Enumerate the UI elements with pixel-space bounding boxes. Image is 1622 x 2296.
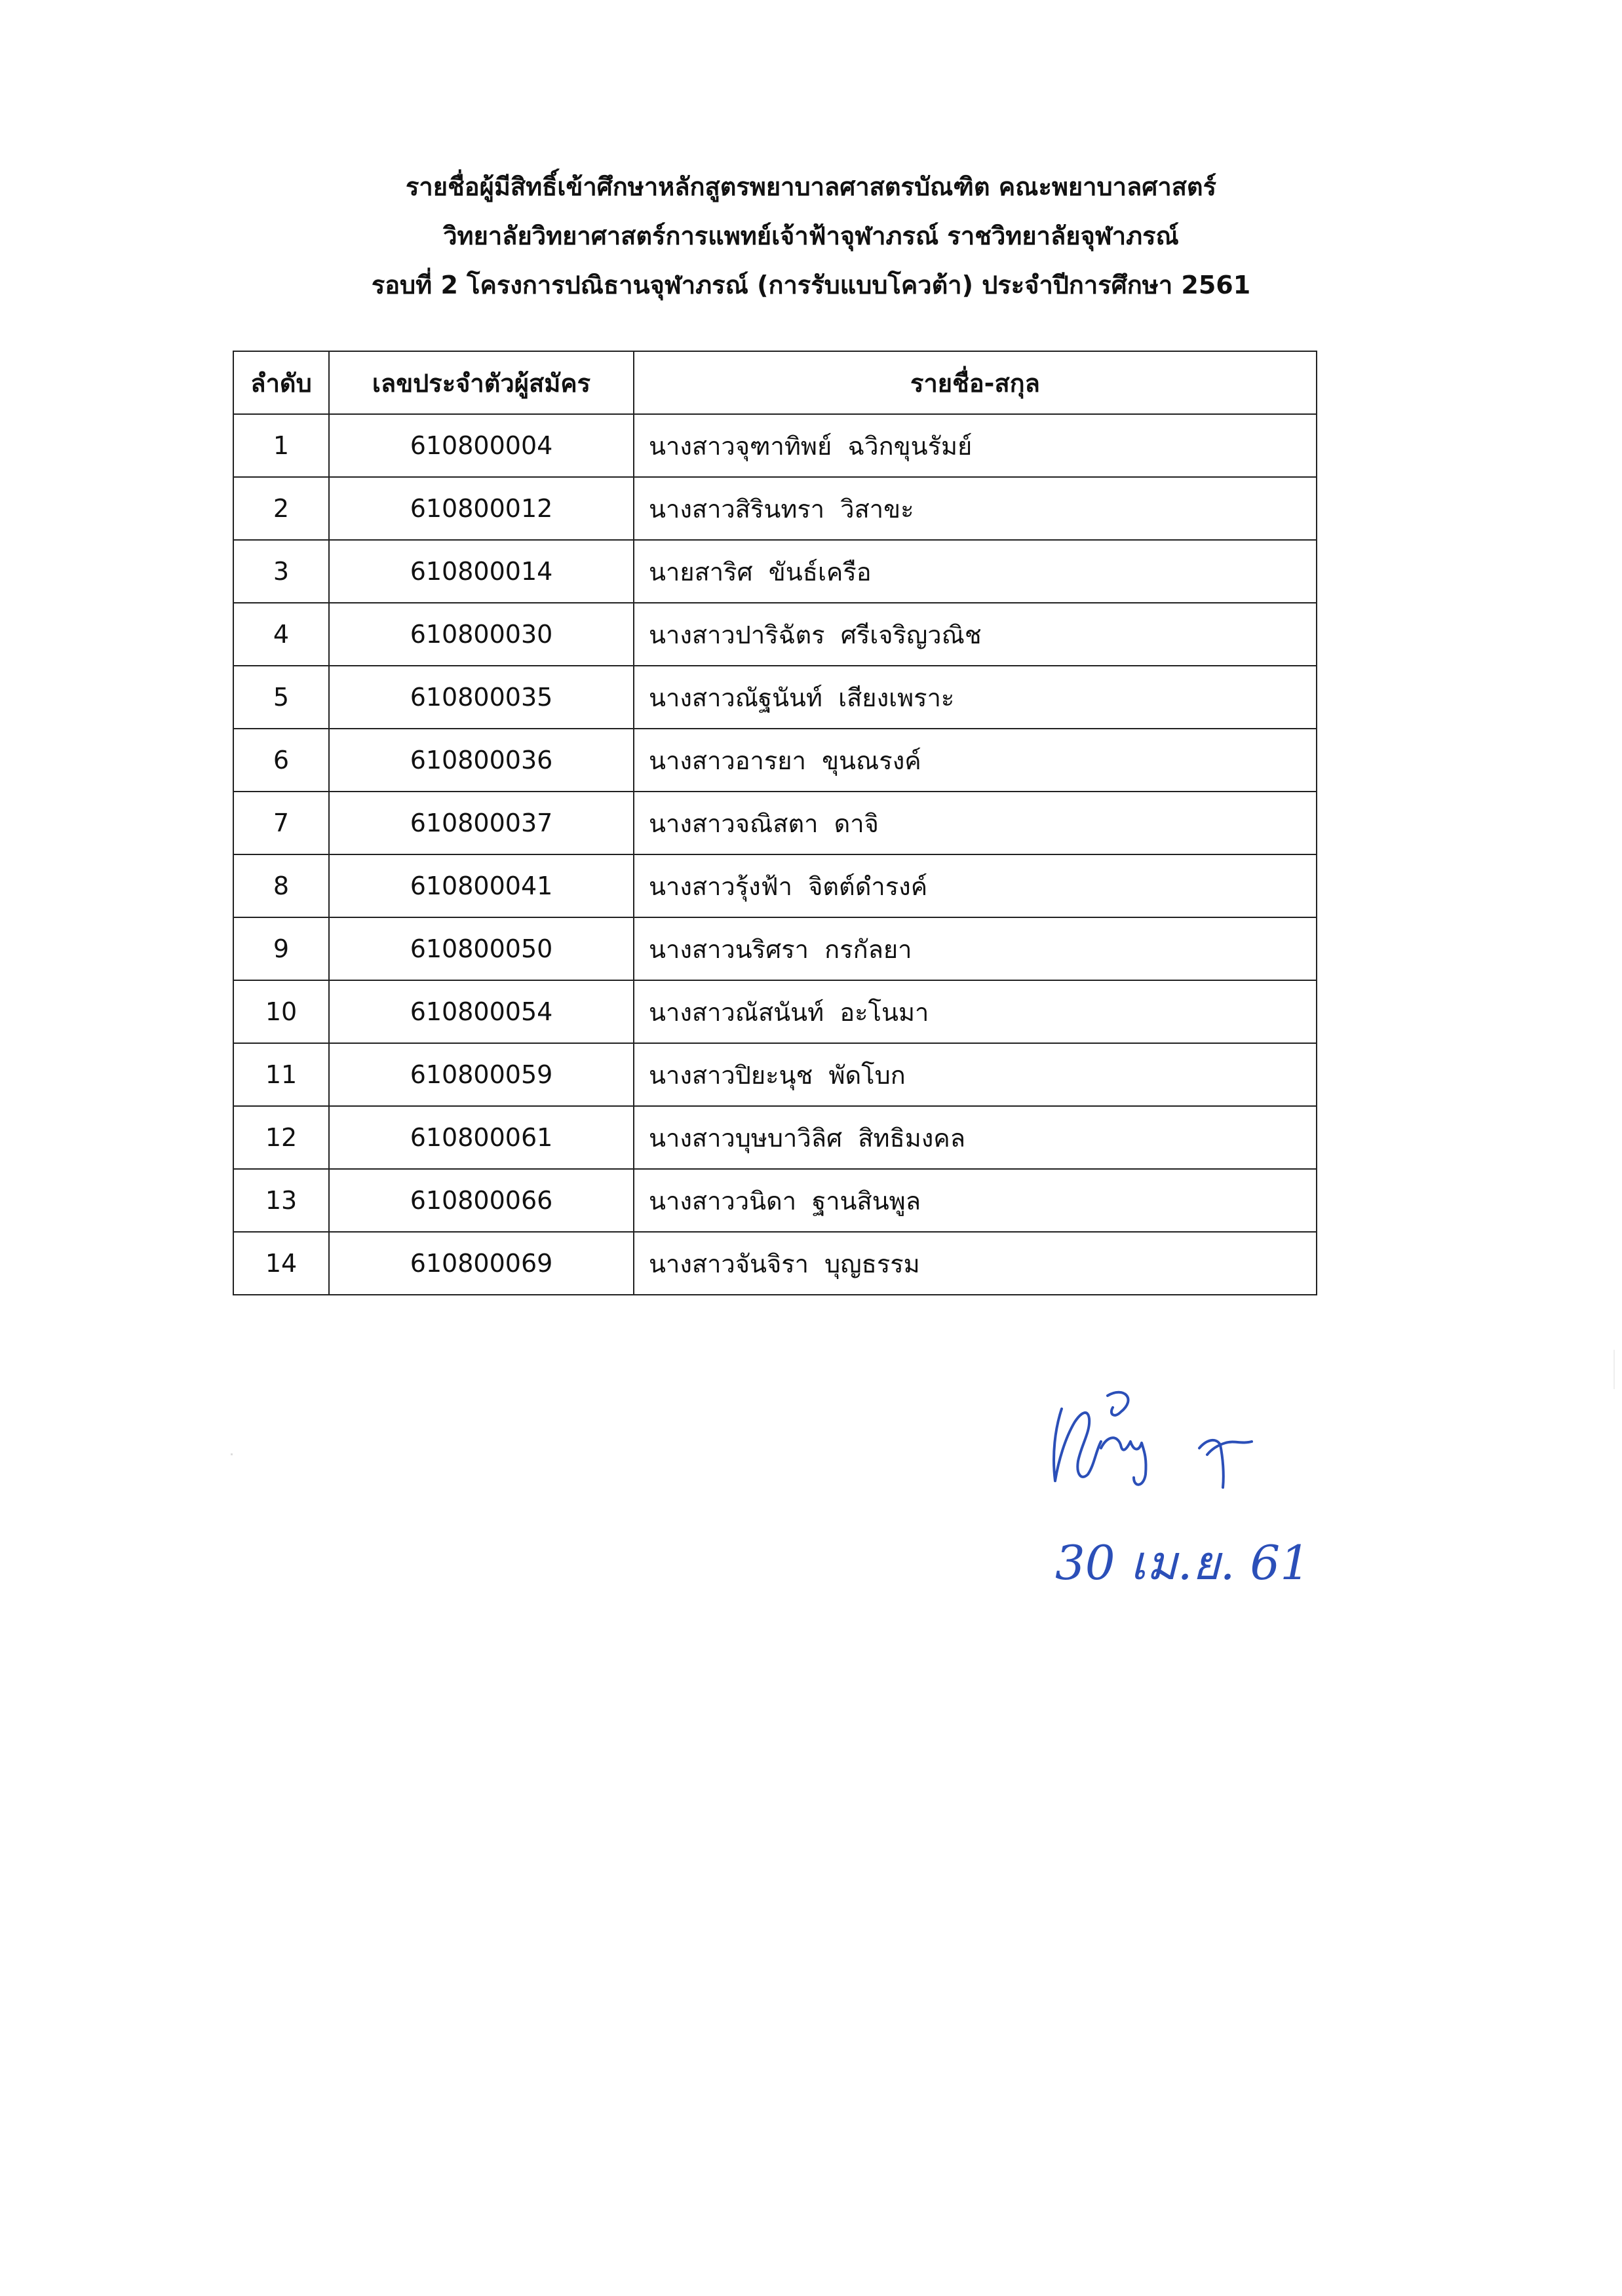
signature-mark: [1035, 1383, 1337, 1599]
row-full-name: นางสาวจุฑาทิพย์ ฉวิกขุนรัมย์: [634, 414, 1317, 477]
row-order: 13: [233, 1169, 329, 1232]
table-row: [233, 603, 1317, 666]
table-row: [233, 729, 1317, 792]
row-full-name: นางสาวณัฐนันท์ เสียงเพราะ: [634, 666, 1317, 729]
row-order: 4: [233, 603, 329, 666]
row-applicant-id: 610800004: [329, 414, 634, 477]
row-full-name: นางสาววนิดา ฐานสินพูล: [634, 1169, 1317, 1232]
row-order: 12: [233, 1106, 329, 1169]
signature-date: 30 เม.ย. 61: [1055, 1535, 1311, 1590]
row-order: 9: [233, 917, 329, 980]
row-applicant-id: 610800012: [329, 477, 634, 540]
row-order: 6: [233, 729, 329, 792]
row-applicant-id: 610800036: [329, 729, 634, 792]
table-row: [233, 1232, 1317, 1295]
row-full-name: นางสาวจณิสตา ดาจิ: [634, 792, 1317, 854]
row-full-name: นางสาวปาริฉัตร ศรีเจริญวณิช: [634, 603, 1317, 666]
header-name: รายชื่อ-สกุล: [634, 351, 1317, 414]
row-full-name: นางสาวนริศรา กรกัลยา: [634, 917, 1317, 980]
row-order: 8: [233, 854, 329, 917]
document-title-line-2: วิทยาลัยวิทยาศาสตร์การแพทย์เจ้าฟ้าจุฬาภรณ์ ราชวิทยาลัยจุฬาภรณ์: [443, 221, 1179, 250]
row-applicant-id: 610800035: [329, 666, 634, 729]
table-row: [233, 477, 1317, 540]
document-title-line-1: รายชื่อผู้มีสิทธิ์เข้าศึกษาหลักสูตรพยาบาลศาสตรบัณฑิต คณะพยาบาลศาสตร์: [405, 172, 1216, 201]
table-row: [233, 980, 1317, 1043]
table-row: [233, 1043, 1317, 1106]
row-applicant-id: 610800066: [329, 1169, 634, 1232]
row-full-name: นางสาวบุษบาวิลิศ สิทธิมงคล: [634, 1106, 1317, 1169]
row-applicant-id: 610800030: [329, 603, 634, 666]
row-full-name: นางสาวอารยา ขุนณรงค์: [634, 729, 1317, 792]
row-applicant-id: 610800050: [329, 917, 634, 980]
header-applicant-id: เลขประจำตัวผู้สมัคร: [329, 351, 634, 414]
row-order: 14: [233, 1232, 329, 1295]
table-row: [233, 792, 1317, 854]
row-applicant-id: 610800054: [329, 980, 634, 1043]
table-row: [233, 1169, 1317, 1232]
row-full-name: นางสาวปิยะนุช พัดโบก: [634, 1043, 1317, 1106]
row-order: 10: [233, 980, 329, 1043]
row-full-name: นายสาริศ ขันธ์เครือ: [634, 540, 1317, 603]
scan-edge-mark: [1613, 1350, 1615, 1389]
admission-list-table: [233, 351, 1317, 1295]
row-applicant-id: 610800041: [329, 854, 634, 917]
row-applicant-id: 610800014: [329, 540, 634, 603]
row-full-name: นางสาวรุ้งฟ้า จิตต์ดำรงค์: [634, 854, 1317, 917]
row-order: 2: [233, 477, 329, 540]
document-title-line-3: รอบที่ 2 โครงการปณิธานจุฬาภรณ์ (การรับแบบโควต้า) ประจำปีการศึกษา 2561: [371, 271, 1251, 299]
header-order: ลำดับ: [233, 351, 329, 414]
row-order: 11: [233, 1043, 329, 1106]
row-applicant-id: 610800069: [329, 1232, 634, 1295]
scan-speck: [231, 1453, 233, 1455]
row-full-name: นางสาวจันจิรา บุญธรรม: [634, 1232, 1317, 1295]
table-row: [233, 917, 1317, 980]
table-row: [233, 1106, 1317, 1169]
row-order: 1: [233, 414, 329, 477]
row-full-name: นางสาวณัสนันท์ อะโนมา: [634, 980, 1317, 1043]
row-order: 5: [233, 666, 329, 729]
row-full-name: นางสาวสิรินทรา วิสาขะ: [634, 477, 1317, 540]
table-row: [233, 854, 1317, 917]
table-row: [233, 666, 1317, 729]
table-body: [233, 414, 1317, 1295]
table-header-row: [233, 351, 1317, 414]
row-applicant-id: 610800037: [329, 792, 634, 854]
table-row: [233, 540, 1317, 603]
row-applicant-id: 610800059: [329, 1043, 634, 1106]
row-order: 3: [233, 540, 329, 603]
row-applicant-id: 610800061: [329, 1106, 634, 1169]
row-order: 7: [233, 792, 329, 854]
table-row: [233, 414, 1317, 477]
